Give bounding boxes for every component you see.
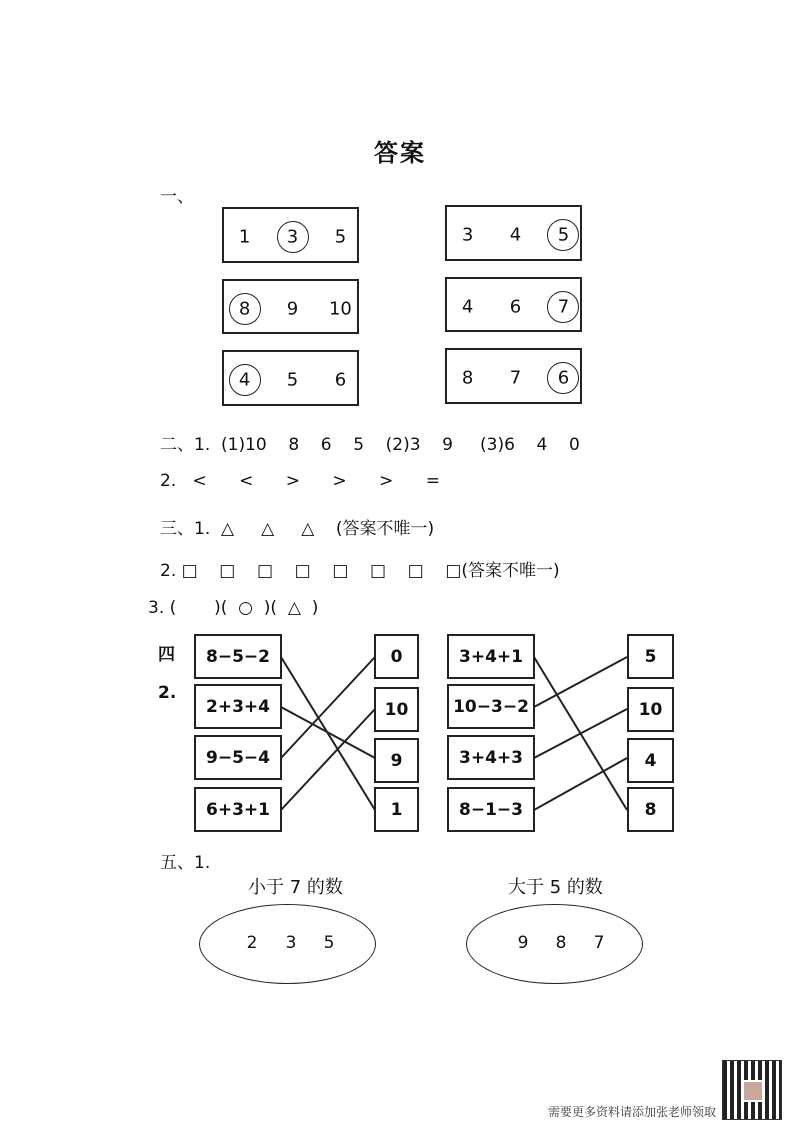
group-number: 3 — [461, 224, 474, 246]
section-1-label: 一、 — [160, 187, 194, 207]
set-number: 8 — [555, 933, 567, 953]
left-set-caption: 小于 7 的数 — [248, 877, 343, 898]
match-line — [281, 709, 375, 810]
set-number: 3 — [285, 933, 297, 953]
group-number: 7 — [509, 367, 522, 389]
match-line — [281, 657, 375, 758]
section-5-label: 五、1. — [160, 853, 211, 873]
expression-box: 8−1−3 — [447, 787, 535, 832]
section-3-line-2: 2. □ □ □ □ □ □ □ □(答案不唯一) — [160, 561, 560, 581]
match-line — [534, 709, 627, 758]
section-2-line-2: 2. < < > > > = — [160, 471, 441, 491]
section-4-sub-label: 2. — [158, 683, 177, 703]
group-number: 6 — [334, 369, 347, 391]
expression-box: 6+3+1 — [194, 787, 282, 832]
group-number: 3 — [286, 226, 299, 248]
group-number: 5 — [286, 369, 299, 391]
group-number: 1 — [238, 226, 251, 248]
section-3-line-1: 三、1. △ △ △ (答案不唯一) — [160, 519, 435, 539]
section-3-line-3: 3. ( )( ○ )( △ ) — [148, 598, 319, 618]
result-box: 0 — [374, 634, 419, 679]
match-line — [534, 657, 627, 707]
expression-box: 2+3+4 — [194, 684, 282, 729]
set-number: 7 — [593, 933, 605, 953]
match-line — [281, 707, 375, 758]
result-box: 10 — [627, 687, 674, 732]
group-number: 9 — [286, 298, 299, 319]
expression-box: 3+4+3 — [447, 735, 535, 780]
group-number: 6 — [557, 367, 570, 389]
page-title: 答案 — [374, 139, 426, 167]
result-box: 10 — [374, 687, 419, 732]
set-number: 5 — [323, 933, 335, 953]
right-set-ellipse — [466, 904, 643, 984]
group-number: 8 — [461, 367, 474, 389]
expression-box: 8−5−2 — [194, 634, 282, 679]
expression-box: 3+4+1 — [447, 634, 535, 679]
result-box: 9 — [374, 738, 419, 783]
match-line — [534, 758, 627, 810]
group-number: 4 — [509, 224, 522, 246]
result-box: 1 — [374, 787, 419, 832]
result-box: 5 — [627, 634, 674, 679]
section-2-line-1: 二、1. (1)10 8 6 5 (2)3 9 (3)6 4 0 — [160, 435, 580, 455]
group-number: 6 — [509, 296, 522, 317]
right-set-caption: 大于 5 的数 — [508, 877, 603, 898]
expression-box: 10−3−2 — [447, 684, 535, 729]
set-number: 9 — [517, 933, 529, 953]
group-number: 10 — [328, 298, 352, 319]
group-number: 4 — [461, 296, 474, 317]
group-number: 5 — [334, 226, 347, 248]
group-number: 7 — [557, 296, 570, 317]
result-box: 4 — [627, 738, 674, 783]
group-number: 4 — [238, 369, 251, 391]
section-4-label: 四 — [158, 645, 175, 665]
group-number: 5 — [557, 224, 570, 246]
group-number: 8 — [238, 298, 251, 319]
footer-note: 需要更多资料请添加张老师领取 — [548, 1105, 717, 1119]
expression-box: 9−5−4 — [194, 735, 282, 780]
result-box: 8 — [627, 787, 674, 832]
qr-avatar — [742, 1080, 764, 1102]
set-number: 2 — [246, 933, 258, 953]
